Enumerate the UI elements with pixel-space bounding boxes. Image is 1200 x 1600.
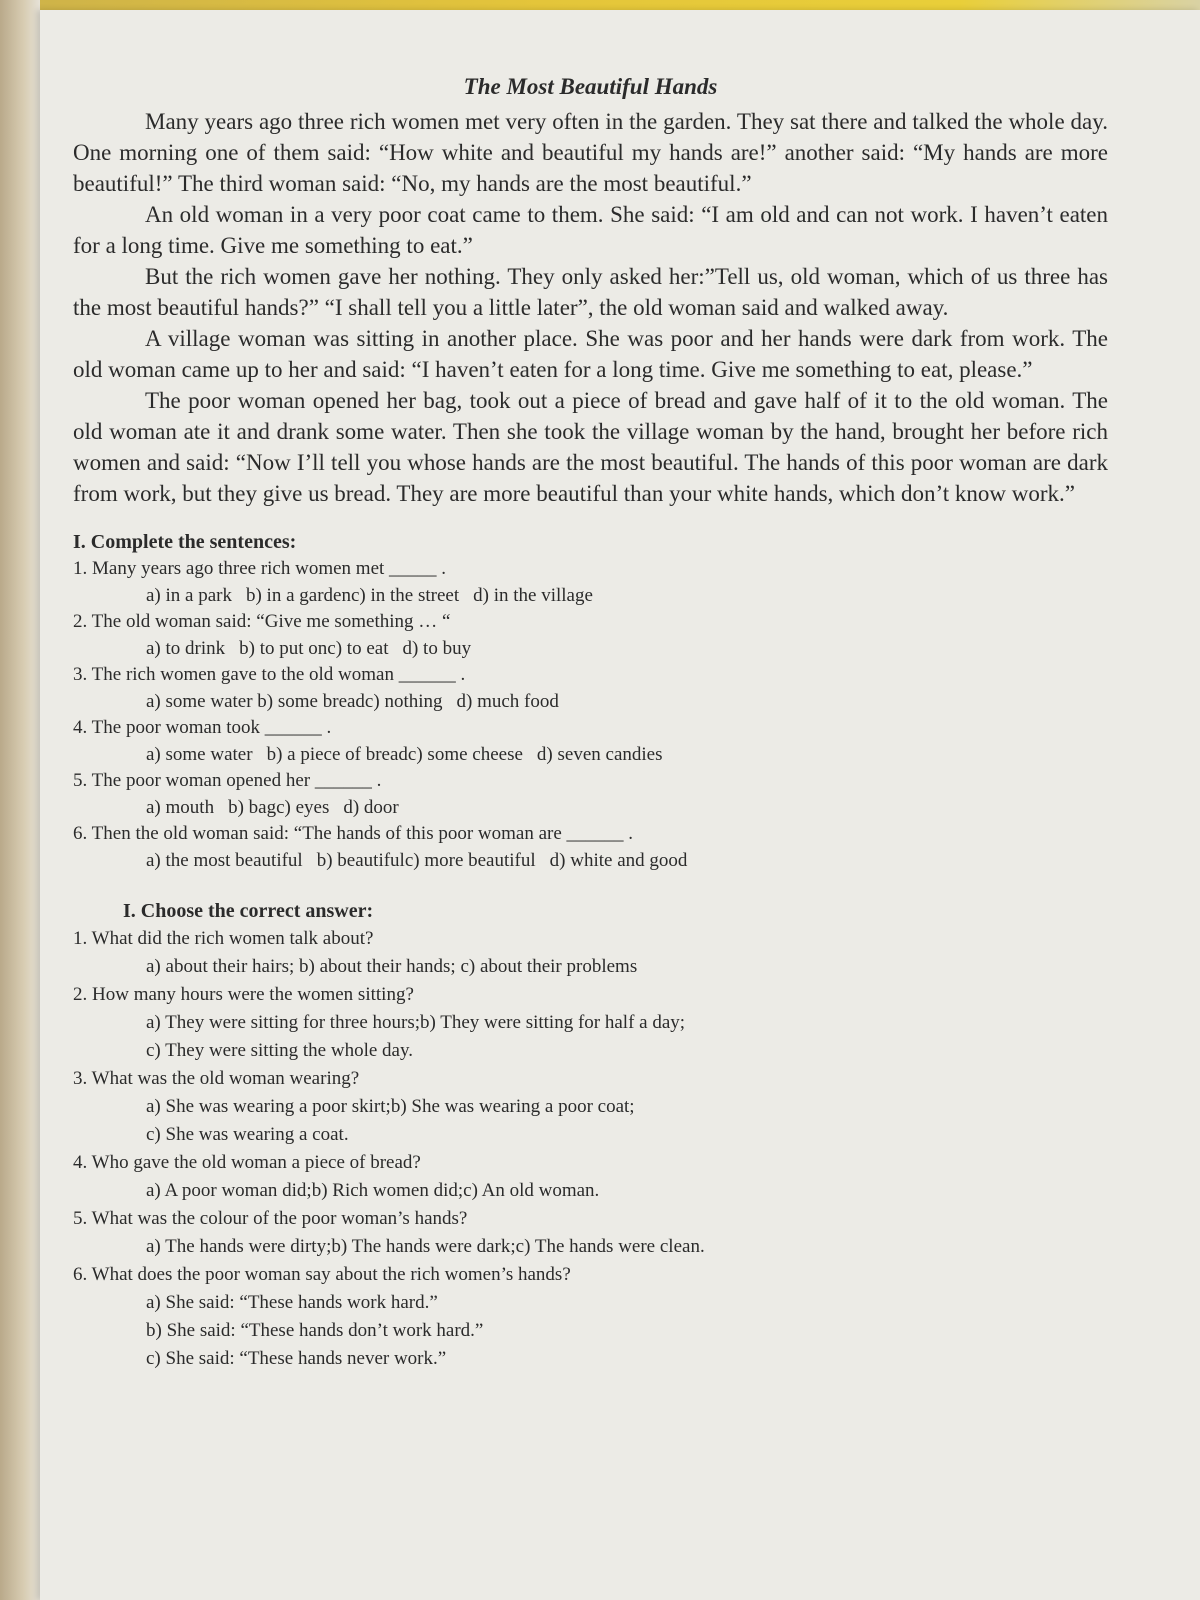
question-text: 3. The rich women gave to the old woman ______ . <box>73 664 466 685</box>
option[interactable]: a) The hands were dirty;b) The hands were dark;c) The hands were clean. <box>146 1236 705 1257</box>
question-text: 1. What did the rich women talk about? <box>73 928 374 949</box>
question-item <box>73 1261 1108 1373</box>
answer-options <box>73 848 1108 875</box>
question-text: 1. Many years ago three rich women met _____ . <box>73 558 447 579</box>
option[interactable]: b) in a gardenc) in the street <box>245 584 460 606</box>
option[interactable]: b) bagc) eyes <box>228 796 330 818</box>
question-item <box>73 1205 1108 1261</box>
option[interactable]: a) some water b) some breadc) nothing <box>146 690 443 712</box>
option[interactable]: d) door <box>343 796 399 818</box>
story-title: The Most Beautiful Hands <box>463 74 718 99</box>
option[interactable]: a) some water <box>146 743 253 765</box>
question-text: 6. Then the old woman said: “The hands of this poor woman are ______ . <box>73 823 634 844</box>
question-item <box>73 981 1108 1065</box>
option[interactable]: d) much food <box>456 690 559 712</box>
question-item <box>73 768 1108 821</box>
answer-options <box>73 742 1108 769</box>
option[interactable]: a) in a park <box>146 584 232 606</box>
question-item <box>73 556 1108 609</box>
question-item <box>73 925 1108 981</box>
option[interactable]: d) seven candies <box>536 743 663 765</box>
story-paragraph: The poor woman opened her bag, took out a piece of bread and gave half of it to the old woman. The old woman ate it and drank some water. Then she took the village woman by the hand, brought her before rich women and said: “Now I’ll tell you whose hands are the most beautiful. The hands of this poor woman are dark from work, but they give us bread. They are more beautiful than your white hands, which don’t know work.” <box>73 388 1108 506</box>
option[interactable]: c) They were sitting the whole day. <box>146 1040 413 1061</box>
option[interactable]: b) a piece of breadc) some cheese <box>266 743 523 765</box>
question-text: 5. The poor woman opened her ______ . <box>73 770 382 791</box>
question-text: 6. What does the poor woman say about the rich women’s hands? <box>73 1264 571 1285</box>
option[interactable]: a) She said: “These hands work hard.” <box>146 1292 438 1313</box>
question-item <box>73 821 1108 874</box>
answer-options <box>73 636 1108 663</box>
question-text: 2. How many hours were the women sitting? <box>73 984 414 1005</box>
question-item <box>73 662 1108 715</box>
option[interactable]: a) A poor woman did;b) Rich women did;c) An old woman. <box>146 1180 600 1201</box>
question-item <box>73 609 1108 662</box>
question-text: 4. The poor woman took ______ . <box>73 717 332 738</box>
question-item <box>73 1149 1108 1205</box>
answer-options <box>73 795 1108 822</box>
option[interactable]: d) white and good <box>549 849 688 871</box>
option[interactable]: b) She said: “These hands don’t work hard.” <box>146 1320 484 1341</box>
option[interactable]: a) to drink <box>146 637 226 659</box>
option[interactable]: a) mouth <box>146 796 215 818</box>
story-paragraph: An old woman in a very poor coat came to them. She said: “I am old and can not work. I haven’t eaten for a long time. Give me something to eat.” <box>73 202 1108 258</box>
section-heading-choose: I. Choose the correct answer: <box>123 900 374 922</box>
answer-options <box>73 689 1108 716</box>
option[interactable]: b) to put onc) to eat <box>239 637 389 659</box>
option[interactable]: c) She said: “These hands never work.” <box>146 1348 447 1369</box>
story-paragraph: Many years ago three rich women met very often in the garden. They sat there and talked the whole day. One morning one of them said: “How white and beautiful my hands are!” another said: “My hands are more beautiful!” The third woman said: “No, my hands are the most beautiful.” <box>73 109 1108 196</box>
option[interactable]: a) about their hairs; b) about their hands; c) about their problems <box>146 956 638 977</box>
story-paragraph: A village woman was sitting in another place. She was poor and her hands were dark from work. The old woman came up to her and said: “I haven’t eaten for a long time. Give me something to eat, please.” <box>73 326 1108 382</box>
option[interactable]: a) the most beautiful <box>146 849 303 871</box>
option[interactable]: a) She was wearing a poor skirt;b) She was wearing a poor coat; <box>146 1096 635 1117</box>
option[interactable]: c) She was wearing a coat. <box>146 1124 349 1145</box>
worksheet-content <box>73 70 1108 1373</box>
option[interactable]: d) in the village <box>473 584 593 606</box>
question-text: 4. Who gave the old woman a piece of bread? <box>73 1152 421 1173</box>
question-item <box>73 1065 1108 1149</box>
question-text: 5. What was the colour of the poor woman’s hands? <box>73 1208 468 1229</box>
question-item <box>73 715 1108 768</box>
section-heading-complete: I. Complete the sentences: <box>73 531 297 553</box>
option[interactable]: b) beautifulc) more beautiful <box>316 849 536 871</box>
answer-options <box>73 583 1108 610</box>
option[interactable]: a) They were sitting for three hours;b) They were sitting for half a day; <box>146 1012 686 1033</box>
binder-edge <box>0 0 40 1600</box>
question-text: 2. The old woman said: “Give me something … “ <box>73 611 451 632</box>
option[interactable]: d) to buy <box>402 637 472 659</box>
story-paragraph: But the rich women gave her nothing. They only asked her:”Tell us, old woman, which of us three has the most beautiful hands?” “I shall tell you a little later”, the old woman said and walked away. <box>73 264 1108 320</box>
question-text: 3. What was the old woman wearing? <box>73 1068 360 1089</box>
